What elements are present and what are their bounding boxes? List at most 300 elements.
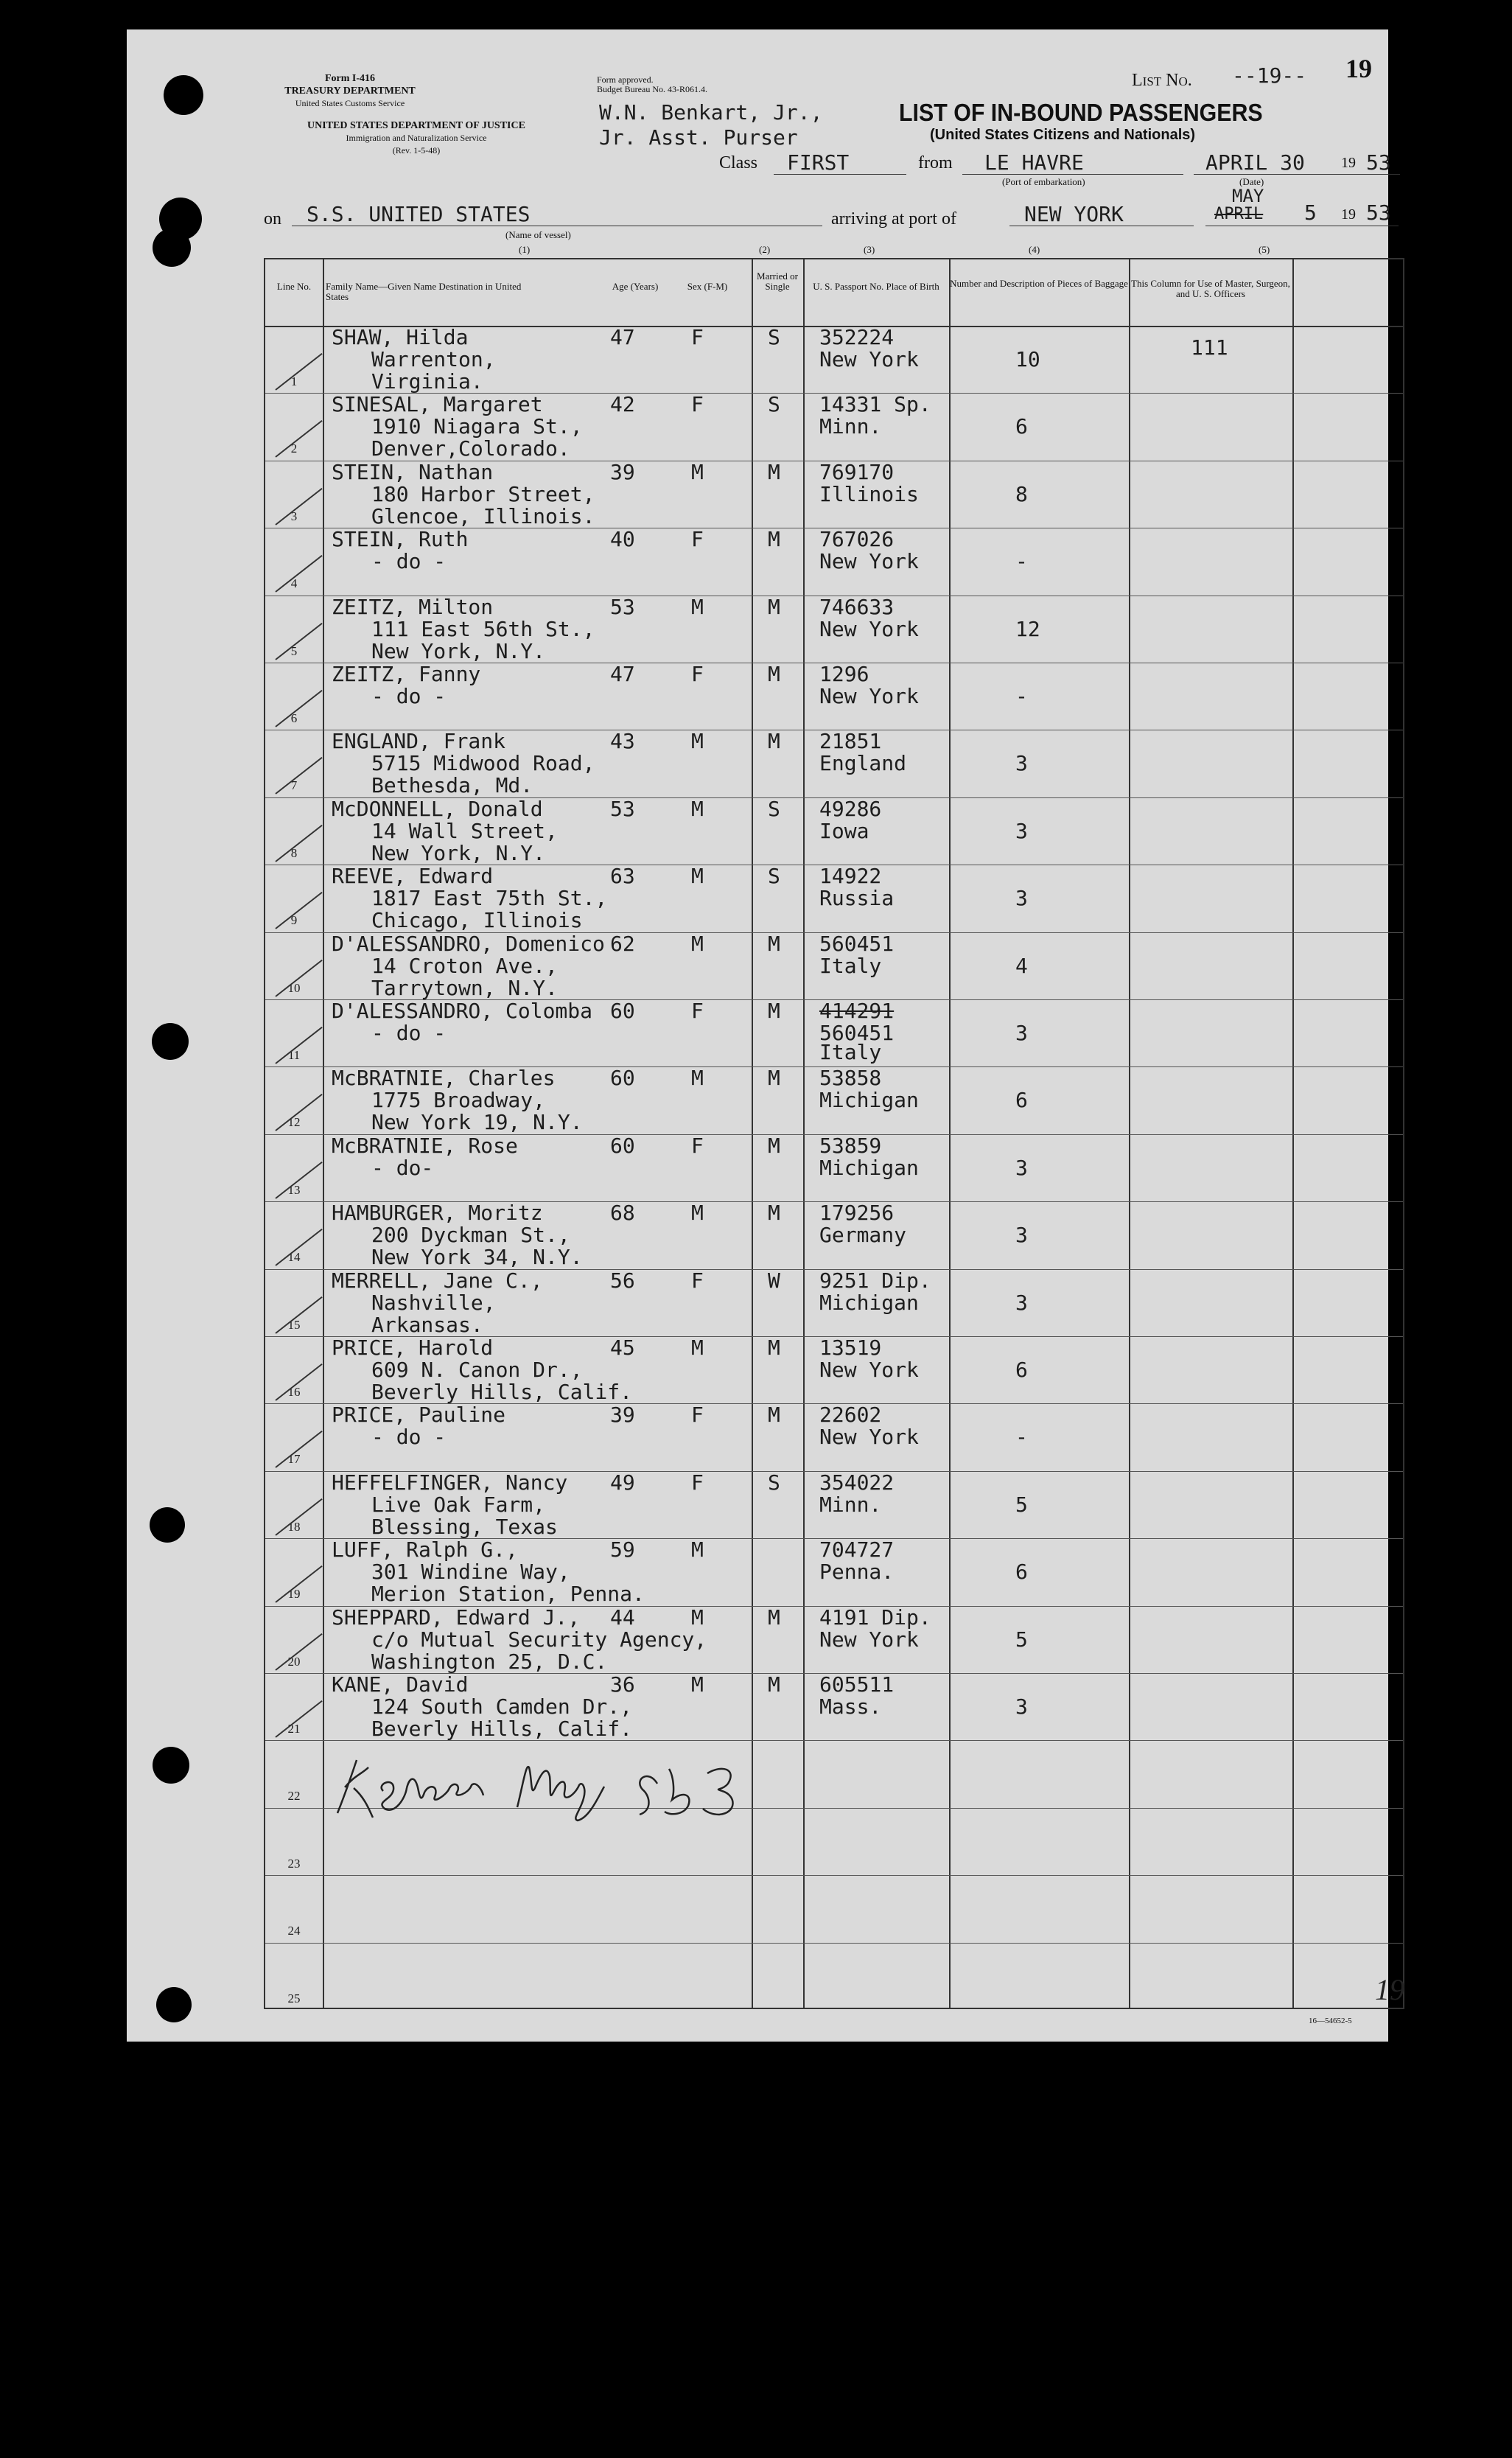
line-number: 19 <box>287 1587 301 1602</box>
sex: M <box>691 796 704 821</box>
line-number: 25 <box>287 1991 301 2005</box>
row-divider <box>265 1875 1403 1876</box>
marital-status: M <box>768 1336 780 1360</box>
address-line-1: Live Oak Farm, <box>371 1492 546 1517</box>
table-row <box>265 1269 1403 1336</box>
treasury-dept: TREASURY DEPARTMENT <box>284 85 416 97</box>
table-row <box>265 1403 1403 1470</box>
marital-status: M <box>768 1403 780 1428</box>
marital-status: M <box>768 1066 780 1091</box>
corner-mark: 19 <box>1375 1973 1404 2006</box>
marital-status: M <box>768 999 780 1023</box>
revision: (Rev. 1-5-48) <box>392 145 441 156</box>
address-line-1: 1910 Niagara St., <box>371 414 583 439</box>
table-row <box>265 596 1403 663</box>
baggage-count: - <box>1015 1425 1028 1450</box>
marital-status: M <box>768 527 780 552</box>
address-line-1: 124 South Camden Dr., <box>371 1694 633 1719</box>
passenger-name: McBRATNIE, Rose <box>332 1133 518 1158</box>
col-num-2: (2) <box>759 244 771 255</box>
marital-status: S <box>768 864 780 889</box>
age: 43 <box>610 729 635 754</box>
passenger-name: LUFF, Ralph G., <box>332 1537 518 1563</box>
address-line-1: Nashville, <box>371 1290 496 1315</box>
arrival-year-prefix: 19 <box>1341 206 1356 223</box>
marital-status: M <box>768 729 780 754</box>
col-num-4: (4) <box>1029 244 1040 255</box>
table-row <box>265 1606 1403 1673</box>
passenger-name: McDONNELL, Donald <box>332 796 543 821</box>
address-line-2: Virginia. <box>371 369 483 394</box>
marital-status: M <box>768 1133 780 1158</box>
baggage-count: 3 <box>1015 1021 1028 1045</box>
col-sex-header: Sex (F-M) <box>687 281 728 292</box>
approved-text: Form approved. <box>597 74 654 85</box>
baggage-count: 6 <box>1015 414 1028 439</box>
address-line-1: 111 East 56th St., <box>371 616 595 641</box>
from-label: from <box>918 153 953 172</box>
sex: M <box>691 1336 704 1360</box>
age: 44 <box>610 1605 635 1630</box>
place-of-birth: England <box>819 751 907 776</box>
table-row <box>265 1336 1403 1403</box>
port-embark-caption: (Port of embarkation) <box>1002 176 1085 187</box>
embark-year: 53 <box>1366 150 1391 175</box>
marital-status: S <box>768 392 780 417</box>
passenger-name: SINESAL, Margaret <box>332 392 543 417</box>
address-line-1: - do - <box>371 549 447 574</box>
sex: M <box>691 1201 704 1226</box>
passport-number: 769170 <box>819 459 895 484</box>
passport-number: 53858 <box>819 1066 882 1091</box>
sex: F <box>691 392 704 417</box>
embark-date: APRIL 30 <box>1205 150 1305 175</box>
passenger-name: REEVE, Edward <box>332 864 494 889</box>
baggage-count: 5 <box>1015 1627 1028 1652</box>
passenger-name: STEIN, Nathan <box>332 459 494 484</box>
place-of-birth: Italy <box>819 953 882 978</box>
line-number: 12 <box>287 1115 301 1130</box>
address-line-2: New York, N.Y. <box>371 638 546 663</box>
row-divider <box>265 1403 1403 1404</box>
address-line-2: Bethesda, Md. <box>371 773 533 798</box>
arrival-year: 53 <box>1366 200 1391 225</box>
document-title: LIST OF IN-BOUND PASSENGERS <box>899 99 1263 126</box>
address-line-2: Washington 25, D.C. <box>371 1649 608 1674</box>
line-number: 16 <box>287 1385 301 1399</box>
passport-number: 9251 Dip. <box>819 1268 931 1293</box>
marital-status: M <box>768 594 780 619</box>
baggage-count: 3 <box>1015 1223 1028 1248</box>
class-value: FIRST <box>787 150 850 175</box>
form-header-left <box>251 72 449 110</box>
address-line-2: Beverly Hills, Calif. <box>371 1380 633 1404</box>
address-line-1: 200 Dyckman St., <box>371 1223 570 1248</box>
passport-number: 605511 <box>819 1672 895 1697</box>
form-approved <box>597 75 707 94</box>
line-number: 7 <box>290 778 298 793</box>
baggage-count: - <box>1015 549 1028 574</box>
line-number: 18 <box>287 1519 301 1534</box>
passenger-name: SHAW, Hilda <box>332 325 469 349</box>
address-line-2: Chicago, Illinois <box>371 908 583 933</box>
baggage-count: 6 <box>1015 1560 1028 1585</box>
table-row <box>265 1471 1403 1538</box>
place-of-birth: Minn. <box>819 414 882 439</box>
baggage-count: 3 <box>1015 1290 1028 1315</box>
passport-number: 21851 <box>819 729 882 754</box>
list-no-value: --19-- <box>1232 63 1307 88</box>
marital-status: S <box>768 1470 780 1495</box>
place-of-birth-2: Italy <box>819 1040 882 1064</box>
place-of-birth: Russia <box>819 886 895 911</box>
table-row <box>265 1875 1403 1942</box>
place-of-birth: New York <box>819 347 919 371</box>
passport-number: 14922 <box>819 864 882 889</box>
age: 59 <box>610 1537 635 1563</box>
address-line-1: 5715 Midwood Road, <box>371 751 595 776</box>
line-number: 20 <box>287 1654 301 1669</box>
age: 60 <box>610 999 635 1023</box>
col-age-header: Age (Years) <box>612 281 659 292</box>
line-number: 10 <box>287 980 301 995</box>
line-number: 13 <box>287 1182 301 1197</box>
table-row <box>265 528 1403 595</box>
passport-number: 13519 <box>819 1336 882 1360</box>
address-line-2: Blessing, Texas <box>371 1514 558 1539</box>
officer-title: Jr. Asst. Purser <box>599 125 798 150</box>
punch-hole <box>164 75 203 115</box>
passenger-name: PRICE, Pauline <box>332 1403 506 1428</box>
line-number: 8 <box>290 845 298 860</box>
sex: F <box>691 325 704 349</box>
baggage-count: 3 <box>1015 818 1028 843</box>
row-divider <box>265 932 1403 933</box>
punch-hole <box>152 1023 189 1060</box>
line-number: 24 <box>287 1924 301 1938</box>
place-of-birth: Mass. <box>819 1694 882 1719</box>
address-line-2: Merion Station, Penna. <box>371 1582 645 1607</box>
passport-number: 1296 <box>819 662 869 686</box>
baggage-count: 5 <box>1015 1492 1028 1517</box>
col-married-header: Married or Single <box>757 270 798 292</box>
marital-status: M <box>768 1201 780 1226</box>
sex: M <box>691 1066 704 1091</box>
age: 63 <box>610 864 635 889</box>
baggage-count: 10 <box>1015 347 1040 371</box>
row-divider <box>265 1066 1403 1067</box>
address-line-1: - do - <box>371 1425 447 1450</box>
passport-number: 767026 <box>819 527 895 552</box>
age: 47 <box>610 662 635 686</box>
punch-hole <box>153 1747 189 1784</box>
address-line-1: 14 Wall Street, <box>371 818 558 843</box>
sex: F <box>691 662 704 686</box>
age: 45 <box>610 1336 635 1360</box>
list-no-label: List No. <box>1132 71 1192 90</box>
customs-service: United States Customs Service <box>295 98 405 108</box>
sex: M <box>691 594 704 619</box>
place-of-birth: New York <box>819 684 919 708</box>
marital-status: M <box>768 662 780 686</box>
passenger-name: KANE, David <box>332 1672 469 1697</box>
line-number: 22 <box>287 1789 301 1804</box>
marital-status: S <box>768 796 780 821</box>
line-number: 5 <box>290 643 298 658</box>
embark-year-prefix: 19 <box>1341 155 1356 171</box>
address-line-1: 609 N. Canon Dr., <box>371 1358 583 1382</box>
row-divider <box>265 1336 1403 1337</box>
table-row <box>265 730 1403 797</box>
row-divider <box>265 999 1403 1000</box>
line-number: 1 <box>290 374 298 388</box>
class-label: Class <box>719 153 758 172</box>
vessel-name: S.S. UNITED STATES <box>307 202 531 226</box>
age: 56 <box>610 1268 635 1293</box>
table-row <box>265 932 1403 999</box>
age: 68 <box>610 1201 635 1226</box>
marital-status: S <box>768 325 780 349</box>
passport-number: 414291 <box>819 999 895 1023</box>
address-line-1: 180 Harbor Street, <box>371 481 595 506</box>
table-row <box>265 1134 1403 1201</box>
justice-dept: UNITED STATES DEPARTMENT OF JUSTICE <box>307 120 525 131</box>
passport-number: 53859 <box>819 1133 882 1158</box>
marital-status: W <box>768 1268 780 1293</box>
arrival-port: NEW YORK <box>1024 202 1124 226</box>
table-row <box>265 999 1403 1066</box>
footer-code: 16—54652-5 <box>1309 2017 1352 2025</box>
place-of-birth: Penna. <box>819 1560 895 1585</box>
age: 36 <box>610 1672 635 1697</box>
line-number: 14 <box>287 1250 301 1265</box>
age: 40 <box>610 527 635 552</box>
age: 60 <box>610 1066 635 1091</box>
marital-status: M <box>768 1605 780 1630</box>
baggage-count: 3 <box>1015 751 1028 776</box>
table-row <box>265 797 1403 865</box>
sex: M <box>691 864 704 889</box>
address-line-2: Denver,Colorado. <box>371 436 570 461</box>
address-line-2: Beverly Hills, Calif. <box>371 1717 633 1741</box>
date-caption: (Date) <box>1239 176 1264 187</box>
line-number: 17 <box>287 1452 301 1467</box>
line-number: 15 <box>287 1317 301 1332</box>
address-line-1: - do- <box>371 1155 434 1180</box>
place-of-birth: 560451 <box>819 1021 895 1045</box>
table-row <box>265 1673 1403 1740</box>
passenger-name: SHEPPARD, Edward J., <box>332 1605 581 1630</box>
line-number: 6 <box>290 711 298 725</box>
passport-number: 352224 <box>819 325 895 349</box>
passport-number: 560451 <box>819 931 895 956</box>
sex: F <box>691 527 704 552</box>
passport-number: 22602 <box>819 1403 882 1428</box>
address-line-2: New York, N.Y. <box>371 840 546 865</box>
place-of-birth: Michigan <box>819 1088 919 1113</box>
place-of-birth: Germany <box>819 1223 907 1248</box>
address-line-1: 1817 East 75th St., <box>371 886 608 911</box>
form-number: Form I-416 <box>324 73 376 84</box>
table-row <box>265 1201 1403 1268</box>
age: 39 <box>610 459 635 484</box>
sex: M <box>691 459 704 484</box>
place-of-birth: New York <box>819 1358 919 1382</box>
page-number: 19 <box>1345 54 1372 83</box>
marital-status: M <box>768 459 780 484</box>
row-divider <box>265 1471 1403 1472</box>
marital-status: M <box>768 931 780 956</box>
table-row <box>265 326 1403 393</box>
sex: M <box>691 931 704 956</box>
arrival-month: MAY <box>1232 186 1264 206</box>
handwritten-signature <box>324 1747 781 1828</box>
row-divider <box>265 1740 1403 1741</box>
passenger-name: ZEITZ, Milton <box>332 594 494 619</box>
line-number: 4 <box>290 576 298 591</box>
place-of-birth: New York <box>819 1425 919 1450</box>
age: 60 <box>610 1133 635 1158</box>
baggage-count: 3 <box>1015 1694 1028 1719</box>
passenger-name: PRICE, Harold <box>332 1336 494 1360</box>
col-line-header: Line No. <box>276 281 312 292</box>
sex: F <box>691 1268 704 1293</box>
arriving-label: arriving at port of <box>831 209 956 228</box>
address-line-2: New York 19, N.Y. <box>371 1110 583 1135</box>
passenger-name: McBRATNIE, Charles <box>332 1066 556 1091</box>
baggage-count: 6 <box>1015 1088 1028 1113</box>
punch-hole <box>156 1987 192 2022</box>
sex: M <box>691 1605 704 1630</box>
immigration-service: Immigration and Naturalization Service <box>346 133 487 143</box>
address-line-2: Glencoe, Illinois. <box>371 503 595 528</box>
passport-number: 704727 <box>819 1537 895 1563</box>
row-divider <box>265 1606 1403 1607</box>
address-line-2: Tarrytown, N.Y. <box>371 975 558 1000</box>
form-header-justice <box>258 119 575 157</box>
passport-number: 354022 <box>819 1470 895 1495</box>
line-number: 11 <box>287 1048 301 1062</box>
line-number: 23 <box>287 1856 301 1871</box>
punch-hole <box>150 1507 185 1543</box>
table-row <box>265 663 1403 730</box>
age: 62 <box>610 931 635 956</box>
row-divider <box>265 797 1403 798</box>
col-passport-header: U. S. Passport No. Place of Birth <box>813 281 939 292</box>
row-divider <box>265 1201 1403 1202</box>
col-num-5: (5) <box>1259 244 1270 255</box>
col-num-1: (1) <box>519 244 531 255</box>
table-row <box>265 1943 1403 2010</box>
table-row <box>265 1066 1403 1134</box>
passenger-name: D'ALESSANDRO, Colomba <box>332 999 593 1023</box>
place-of-birth: Iowa <box>819 818 869 843</box>
passenger-name: D'ALESSANDRO, Domenico <box>332 931 605 956</box>
baggage-count: 4 <box>1015 953 1028 978</box>
line-number: 21 <box>287 1722 301 1736</box>
col-baggage-header: Number and Description of Pieces of Baggage <box>950 278 1128 289</box>
sex: F <box>691 1470 704 1495</box>
passenger-name: STEIN, Ruth <box>332 527 469 552</box>
table-row <box>265 865 1403 932</box>
line-number: 2 <box>290 441 298 456</box>
baggage-count: 12 <box>1015 616 1040 641</box>
address-line-1: - do - <box>371 684 447 708</box>
row-divider <box>265 1134 1403 1135</box>
address-line-1: 1775 Broadway, <box>371 1088 546 1113</box>
address-line-2: Arkansas. <box>371 1312 483 1337</box>
age: 42 <box>610 392 635 417</box>
age: 39 <box>610 1403 635 1428</box>
row-divider <box>265 1269 1403 1270</box>
sex: F <box>691 999 704 1023</box>
baggage-count: 3 <box>1015 886 1028 911</box>
address-line-1: Warrenton, <box>371 347 496 371</box>
passenger-name: ENGLAND, Frank <box>332 729 506 754</box>
passport-number: 179256 <box>819 1201 895 1226</box>
passport-number: 14331 Sp. <box>819 392 931 417</box>
place-of-birth: Minn. <box>819 1492 882 1517</box>
age: 49 <box>610 1470 635 1495</box>
line-number: 9 <box>290 913 298 928</box>
col-officers-header: This Column for Use of Master, Surgeon, and U. S. Officers <box>1131 278 1290 299</box>
table-row <box>265 393 1403 460</box>
table-row <box>265 1538 1403 1605</box>
row-divider <box>265 393 1403 394</box>
row-divider <box>265 1673 1403 1674</box>
passport-number: 4191 Dip. <box>819 1605 931 1630</box>
passport-number: 49286 <box>819 796 882 821</box>
on-label: on <box>264 209 281 228</box>
col-num-3: (3) <box>864 244 875 255</box>
age: 53 <box>610 594 635 619</box>
officer-note: 111 <box>1191 335 1228 360</box>
place-of-birth: New York <box>819 549 919 574</box>
place-of-birth: Michigan <box>819 1290 919 1315</box>
arrival-day: 5 <box>1304 200 1317 225</box>
row-divider <box>265 1538 1403 1539</box>
place-of-birth: New York <box>819 616 919 641</box>
address-line-2: New York 34, N.Y. <box>371 1245 583 1270</box>
place-of-birth: Illinois <box>819 481 919 506</box>
arrival-month-struck: APRIL <box>1214 205 1264 223</box>
passenger-name: HEFFELFINGER, Nancy <box>332 1470 568 1495</box>
sex: F <box>691 1403 704 1428</box>
budget-text: Budget Bureau No. 43-R061.4. <box>597 84 707 94</box>
line-number: 3 <box>290 509 298 523</box>
age: 47 <box>610 325 635 349</box>
address-line-1: 14 Croton Ave., <box>371 953 558 978</box>
address-line-1: 301 Windine Way, <box>371 1560 570 1585</box>
document-subtitle: (United States Citizens and Nationals) <box>930 127 1196 143</box>
officer-name: W.N. Benkart, Jr., <box>599 100 823 125</box>
marital-status: M <box>768 1672 780 1697</box>
baggage-count: - <box>1015 684 1028 708</box>
passenger-name: HAMBURGER, Moritz <box>332 1201 543 1226</box>
table-row <box>265 461 1403 528</box>
passport-number: 746633 <box>819 594 895 619</box>
sex: M <box>691 1672 704 1697</box>
passenger-name: MERRELL, Jane C., <box>332 1268 543 1293</box>
row-divider <box>265 1943 1403 1944</box>
sex: M <box>691 729 704 754</box>
passenger-name: ZEITZ, Fanny <box>332 662 481 686</box>
sex: F <box>691 1133 704 1158</box>
punch-hole <box>153 228 191 267</box>
sex: M <box>691 1537 704 1563</box>
address-line-1: - do - <box>371 1021 447 1045</box>
address-line-1: c/o Mutual Security Agency, <box>371 1627 707 1652</box>
